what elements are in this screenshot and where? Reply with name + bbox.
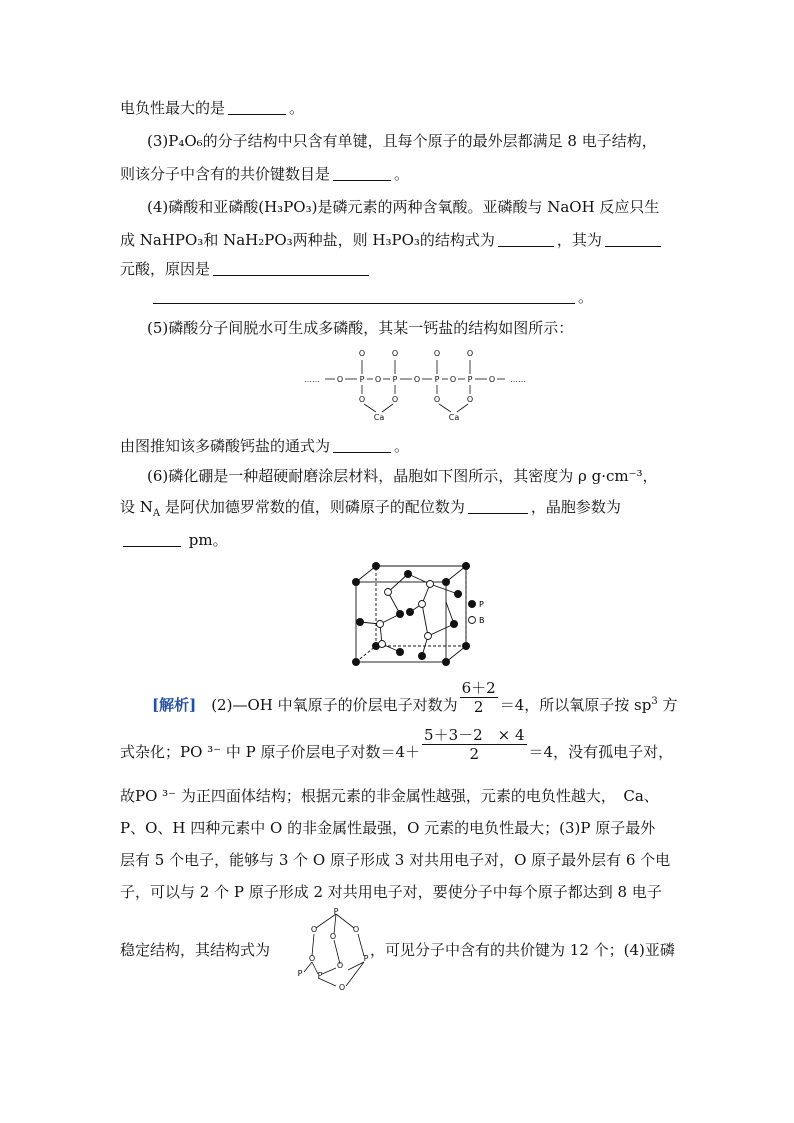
answer-blank[interactable] — [228, 100, 286, 115]
q4-line4 — [150, 287, 593, 307]
q6-line2-end: ，晶胞参数为 — [530, 498, 621, 516]
atom-o: O — [391, 395, 399, 404]
q2-tail-line — [120, 98, 304, 118]
answer-blank[interactable] — [123, 532, 181, 547]
atom-o: O — [413, 375, 421, 384]
answer-blank[interactable] — [498, 232, 554, 247]
boron-phosphide-unit-cell-diagram — [348, 560, 498, 670]
punct: 。 — [394, 165, 410, 183]
punct: 。 — [289, 99, 305, 117]
answer-blank[interactable] — [468, 499, 528, 514]
atom-ca: Ca — [448, 413, 460, 422]
q4-line2-mid: ，其为 — [556, 231, 602, 249]
analysis-line7 — [120, 940, 675, 960]
q4-line2-text: 成 NaHPO₃和 NaH₂PO₃两种盐，则 H₃PO₃的结构式为 — [120, 231, 495, 249]
answer-blank[interactable] — [153, 289, 575, 304]
atom-p: P — [359, 375, 365, 384]
punct: 。 — [578, 288, 594, 306]
analysis-l2b: ＝4，没有孤电子对， — [528, 743, 674, 761]
analysis-line1 — [152, 678, 678, 716]
atom-o: O — [352, 925, 360, 934]
q3-line2-text: 则该分子中含有的共价键数目是 — [120, 165, 331, 183]
atom-ca: Ca — [373, 413, 385, 422]
atom-o: O — [488, 375, 496, 384]
atom-p: P — [467, 375, 473, 384]
q3-line2 — [120, 164, 409, 184]
q4-line3 — [120, 259, 372, 279]
q5-line2-text: 由图推知该多磷酸钙盐的通式为 — [120, 437, 331, 455]
q6-line1: (6)磷化硼是一种超硬耐磨涂层材料，晶胞如下图所示，其密度为 ρ g·cm⁻³， — [147, 467, 658, 485]
atom-p: P — [317, 971, 323, 980]
q6-unit: pm。 — [184, 531, 228, 549]
punct: 。 — [394, 437, 410, 455]
superscript: 3 — [651, 696, 658, 707]
fraction — [422, 726, 527, 763]
answer-blank[interactable] — [333, 438, 391, 453]
atom-o: O — [358, 349, 366, 358]
atom-o: O — [466, 349, 474, 358]
chain-dots: …… — [510, 375, 526, 384]
atom-o: O — [336, 375, 344, 384]
atom-o: O — [374, 375, 382, 384]
answer-blank[interactable] — [333, 166, 391, 181]
q3-line1: (3)P₄O₆的分子结构中只含有单键，且每个原子的最外层都满足 8 电子结构， — [147, 132, 657, 150]
legend-p-label: P — [479, 600, 484, 609]
fraction-denominator: 2 — [469, 744, 480, 763]
p4o6-cage-structure-diagram — [276, 906, 376, 996]
analysis-l2a: 式杂化；PO ³⁻ 中 P 原子价层电子对数＝4＋ — [120, 743, 421, 761]
analysis-line6: 子，可以与 2 个 P 原子形成 2 对共用电子对，要使分子中每个原子都达到 8 电子 — [120, 883, 662, 901]
analysis-l1c: 方 — [657, 696, 678, 714]
atom-p: P — [297, 969, 303, 978]
analysis-l7b: ，可见分子中含有的共价键为 12 个；(4)亚磷 — [370, 941, 675, 959]
answer-blank[interactable] — [605, 232, 661, 247]
atom-o: O — [391, 349, 399, 358]
q6-line3 — [120, 530, 228, 550]
atom-o: O — [310, 925, 318, 934]
q4-line2 — [120, 230, 664, 250]
q4-line1: (4)磷酸和亚磷酸(H₃PO₃)是磷元素的两种含氧酸。亚磷酸与 NaOH 反应只生 — [147, 198, 660, 216]
q6-n-sub: A — [152, 508, 161, 519]
q6-line2 — [120, 497, 621, 524]
analysis-line5: 层有 5 个电子，能够与 3 个 O 原子形成 3 对共用电子对，O 原子最外层有 6 个电 — [120, 851, 671, 869]
legend-b-label: B — [479, 616, 485, 625]
analysis-tag: [解析] — [152, 696, 197, 714]
q4-line3-text: 元酸，原因是 — [120, 260, 211, 278]
fraction — [460, 679, 498, 716]
atom-o: O — [308, 954, 316, 963]
legend-p-marker — [468, 600, 476, 608]
atom-o: O — [433, 349, 441, 358]
atom-p: P — [434, 375, 440, 384]
fraction-numerator: 5＋3－2 × 4 — [424, 725, 525, 744]
fraction-numerator: 6＋2 — [461, 678, 496, 697]
chain-dots: …… — [304, 375, 320, 384]
atom-o: O — [338, 983, 346, 992]
atom-o: O — [449, 375, 457, 384]
atom-o: O — [433, 395, 441, 404]
q5-line1: (5)磷酸分子间脱水可生成多磷酸，其某一钙盐的结构如图所示： — [147, 319, 574, 337]
q5-line2 — [120, 436, 409, 456]
fraction-denominator: 2 — [473, 697, 484, 716]
atom-o: O — [466, 395, 474, 404]
analysis-line3: 故PO ³⁻ 为正四面体结构；根据元素的非金属性越强，元素的电负性越大， Ca、 — [120, 787, 659, 805]
analysis-line4: P、O、H 四种元素中 O 的非金属性最强，O 元素的电负性最大；(3)P 原子最外 — [120, 819, 656, 837]
q6-n-text: 设 N — [120, 498, 153, 516]
polyphosphate-chain-diagram — [300, 346, 530, 424]
analysis-l1a: (2)—OH 中氧原子的价层电子对数为 — [196, 696, 458, 714]
q6-line2-text: 是阿伏加德罗常数的值，则磷原子的配位数为 — [160, 498, 465, 516]
atom-o: O — [358, 395, 366, 404]
atom-p: P — [392, 375, 398, 384]
legend-b-marker — [469, 617, 476, 624]
atom-p: P — [363, 954, 369, 963]
analysis-l7a: 稳定结构，其结构式为 — [120, 941, 271, 959]
atom-p: P — [333, 907, 339, 916]
analysis-l1b: ＝4，所以氧原子按 sp — [499, 696, 652, 714]
q2-tail-text: 电负性最大的是 — [120, 99, 226, 117]
atom-o: O — [329, 932, 337, 941]
answer-blank[interactable] — [213, 261, 369, 276]
atom-o: O — [336, 961, 344, 970]
